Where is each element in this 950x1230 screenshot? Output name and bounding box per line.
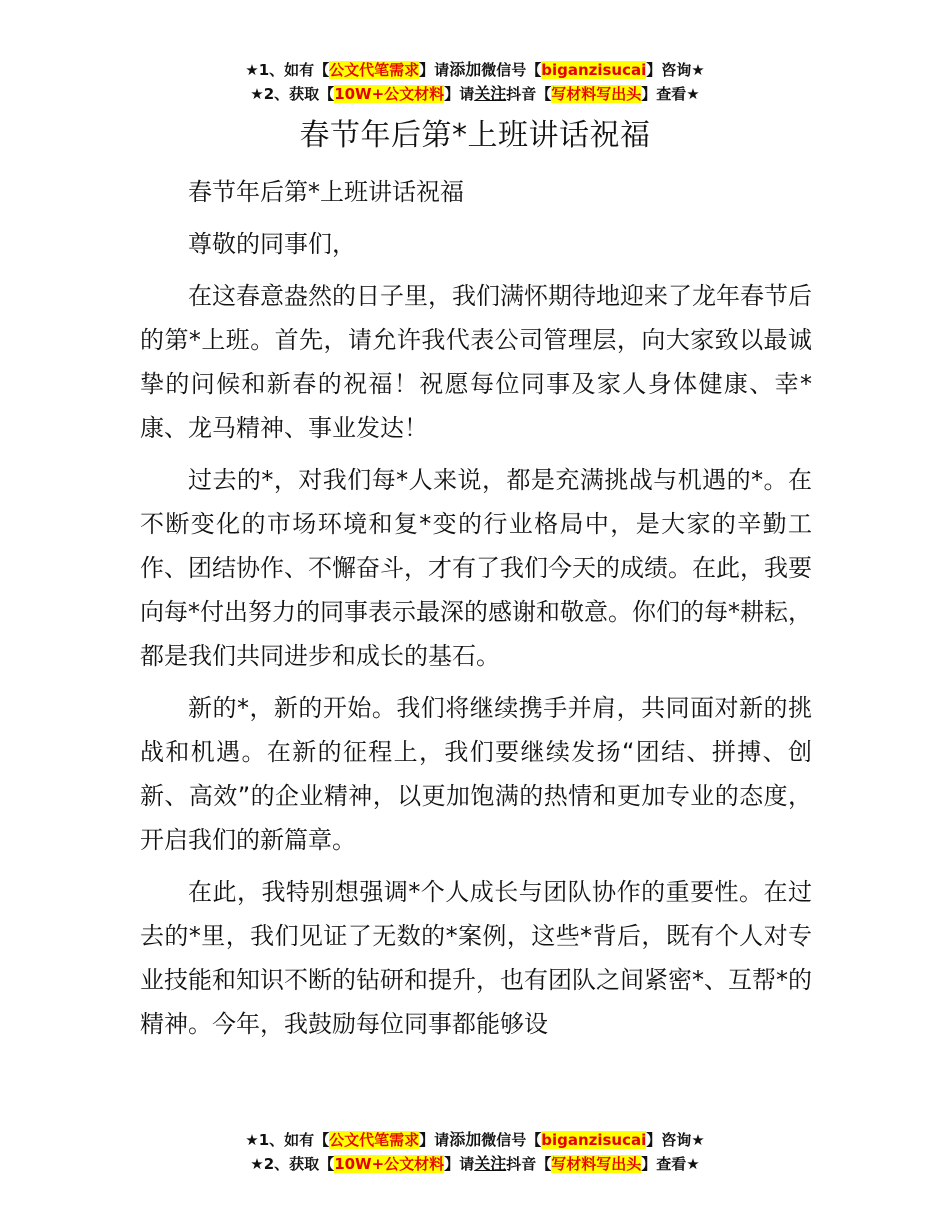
header-banner: [0, 58, 950, 106]
banner-emphasis: 添加: [449, 1130, 482, 1149]
highlight-materials: 10W+公文材料: [334, 1155, 445, 1173]
paragraph-subtitle: 春节年后第*上班讲话祝福: [188, 178, 464, 206]
banner-text: 】请: [419, 1131, 450, 1149]
footer-banner: [0, 1128, 950, 1176]
document-title: 春节年后第*上班讲话祝福: [299, 118, 651, 153]
banner-line-2: [0, 1152, 950, 1176]
banner-line-2: [0, 82, 950, 106]
banner-text: 】请: [419, 61, 450, 79]
paragraph: 在此，我特别想强调*个人成长与团队协作的重要性。在过去的*里，我们见证了无数的*案例，这些*背后，既有个人对专业技能和知识不断的钻研和提升，也有团队之间紧密*、互帮*的精神。今年，我鼓励每位同事都能够设: [140, 878, 812, 1038]
banner-text: ★2、获取【: [250, 1155, 335, 1173]
paragraph-salutation: 尊敬的同事们，: [188, 230, 356, 258]
banner-text: 抖音【: [506, 1155, 552, 1173]
banner-emphasis: 关注: [474, 1154, 507, 1173]
highlight-douyin-account: 写材料写出头: [551, 85, 642, 103]
highlight-wechat-id: biganzisucai: [541, 1131, 647, 1149]
banner-text: 】查看★: [641, 85, 700, 103]
highlight-service: 公文代笔需求: [329, 1131, 420, 1149]
banner-text: 】咨询★: [646, 1131, 705, 1149]
document-body: [140, 170, 812, 1054]
banner-line-1: [0, 1128, 950, 1152]
banner-line-1: [0, 58, 950, 82]
banner-text: ★2、获取【: [250, 85, 335, 103]
banner-text: ★1、如有【: [245, 61, 330, 79]
paragraph: 在这春意盎然的日子里，我们满怀期待地迎来了龙年春节后的第*上班。首先，请允许我代表公司管理层，向大家致以最诚挚的问候和新春的祝福！祝愿每位同事及家人身体健康、幸*康、龙马精神、事业发达！: [140, 282, 812, 442]
banner-emphasis: 添加: [449, 60, 482, 79]
banner-text: 】咨询★: [646, 61, 705, 79]
highlight-douyin-account: 写材料写出头: [551, 1155, 642, 1173]
paragraph: 过去的*，对我们每*人来说，都是充满挑战与机遇的*。在不断变化的市场环境和复*变的行业格局中，是大家的辛勤工作、团结协作、不懈奋斗，才有了我们今天的成绩。在此，我要向每*付出努力的同事表示最深的感谢和敬意。你们的每*耕耘，都是我们共同进步和成长的基石。: [140, 466, 812, 670]
banner-text: 抖音【: [506, 85, 552, 103]
highlight-service: 公文代笔需求: [329, 61, 420, 79]
paragraph: 新的*，新的开始。我们将继续携手并肩，共同面对新的挑战和机遇。在新的征程上，我们要继续发扬“团结、拼搏、创新、高效”的企业精神，以更加饱满的热情和更加专业的态度，开启我们的新篇章。: [140, 694, 812, 854]
banner-text: ★1、如有【: [245, 1131, 330, 1149]
banner-text: 微信号【: [481, 61, 542, 79]
banner-text: 】查看★: [641, 1155, 700, 1173]
banner-text: 微信号【: [481, 1131, 542, 1149]
highlight-materials: 10W+公文材料: [334, 85, 445, 103]
banner-text: 】请: [444, 85, 475, 103]
highlight-wechat-id: biganzisucai: [541, 61, 647, 79]
banner-text: 】请: [444, 1155, 475, 1173]
banner-emphasis: 关注: [474, 84, 507, 103]
